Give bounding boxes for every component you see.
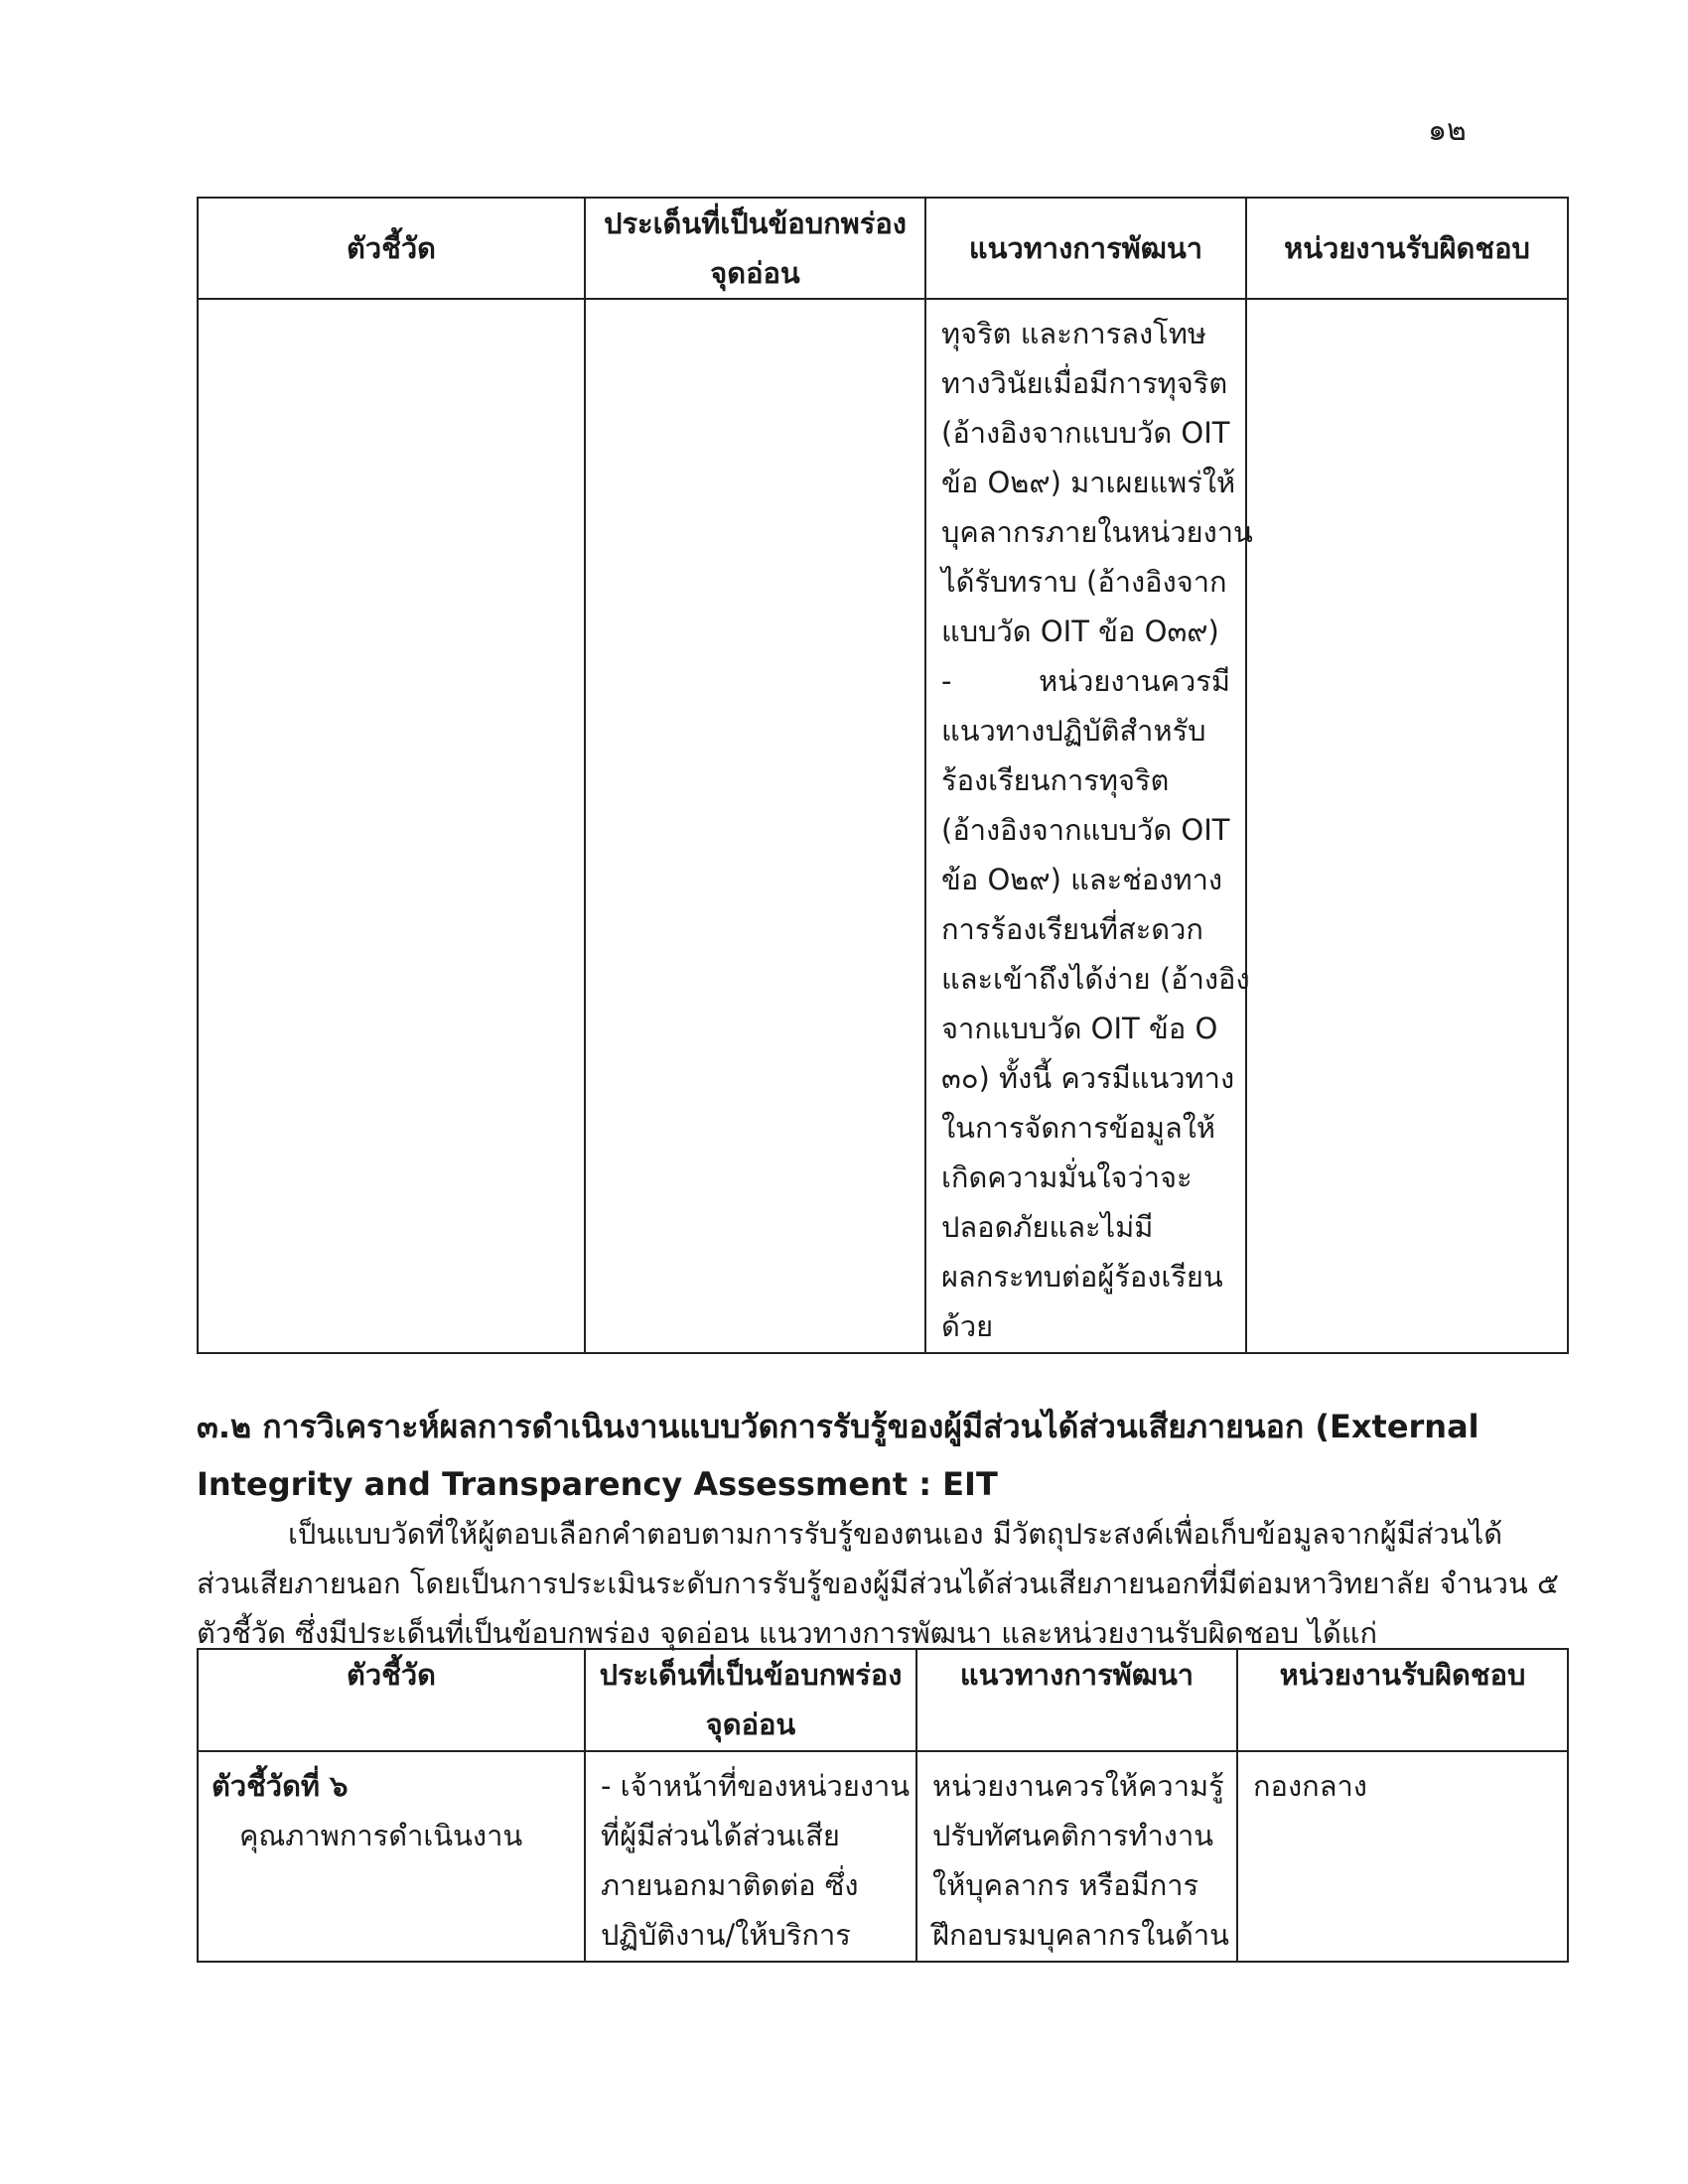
header-responsible: หน่วยงานรับผิดชอบ xyxy=(1246,198,1568,299)
text-line: ปรับทัศนคติการทำงาน xyxy=(932,1819,1214,1852)
indicator-table-continued xyxy=(197,197,1569,1354)
table-row xyxy=(198,1751,1568,1962)
header-issue-line2: จุดอ่อน xyxy=(705,1707,796,1741)
text-line: ข้อ O๒๙) มาเผยแพร่ให้ xyxy=(941,466,1236,499)
section-heading-line2: Integrity and Transparency Assessment : EIT xyxy=(197,1465,998,1503)
text-line: ทุจริต และการลงโทษ xyxy=(941,317,1206,350)
development-text xyxy=(918,1753,1235,1960)
paragraph-line: ตัวชี้วัด ซึ่งมีประเด็นที่เป็นข้อบกพร่อง จุดอ่อน แนวทางการพัฒนา และหน่วยงานรับผิดชอบ ได้แก่ xyxy=(197,1616,1378,1650)
text-line: - หน่วยงานควรมี xyxy=(941,664,1230,698)
header-responsible: หน่วยงานรับผิดชอบ xyxy=(1237,1649,1568,1751)
issue-cell xyxy=(585,299,925,1353)
responsible-cell xyxy=(1237,1751,1568,1962)
development-text xyxy=(927,301,1253,1351)
section-heading xyxy=(197,1398,1567,1513)
development-cell xyxy=(916,1751,1237,1962)
eit-indicator-table xyxy=(197,1648,1569,1963)
indicator-cell xyxy=(198,299,585,1353)
page-number: ๑๒ xyxy=(1428,113,1467,148)
header-development: แนวทางการพัฒนา xyxy=(925,198,1246,299)
text-line: (อ้างอิงจากแบบวัด OIT xyxy=(941,416,1230,450)
text-line: ให้บุคลากร หรือมีการ xyxy=(932,1868,1199,1902)
text-line: ฝึกอบรมบุคลากรในด้าน xyxy=(932,1918,1229,1952)
text-line: หน่วยงานควรให้ความรู้ xyxy=(932,1769,1224,1803)
issue-cell xyxy=(585,1751,916,1962)
development-cell xyxy=(925,299,1253,1353)
text-line: แนวทางปฏิบัติสำหรับ xyxy=(941,714,1206,748)
section-heading-line1: ๓.๒ การวิเคราะห์ผลการดำเนินงานแบบวัดการรับรู้ของผู้มีส่วนได้ส่วนเสียภายนอก (External xyxy=(197,1408,1479,1445)
text-line: บุคลากรภายในหน่วยงาน xyxy=(941,515,1253,549)
header-development: แนวทางการพัฒนา xyxy=(916,1649,1237,1751)
header-issue-line1: ประเด็นที่เป็นข้อบกพร่อง xyxy=(604,206,907,240)
text-line: ปฏิบัติงาน/ให้บริการ xyxy=(601,1918,851,1952)
table-row xyxy=(198,299,1568,1353)
header-issue-line1: ประเด็นที่เป็นข้อบกพร่อง xyxy=(599,1658,903,1692)
header-issue-line2: จุดอ่อน xyxy=(710,256,800,290)
header-indicator: ตัวชี้วัด xyxy=(198,198,585,299)
text-line: ๓๐) ทั้งนี้ ควรมีแนวทาง xyxy=(941,1061,1235,1095)
responsible-cell xyxy=(1246,299,1568,1353)
table-header-row xyxy=(198,198,1568,299)
text-line: ผลกระทบต่อผู้ร้องเรียน xyxy=(941,1260,1223,1294)
paragraph-line: เป็นแบบวัดที่ให้ผู้ตอบเลือกคำตอบตามการรับรู้ของตนเอง มีวัตถุประสงค์เพื่อเก็บข้อมูลจากผู้มีส่วนได้ xyxy=(288,1517,1503,1551)
text-line: แบบวัด OIT ข้อ O๓๙) xyxy=(941,614,1219,648)
text-line: ด้วย xyxy=(941,1309,994,1343)
indicator-cell xyxy=(198,1751,585,1962)
section-paragraph xyxy=(197,1509,1567,1658)
text-line: เกิดความมั่นใจว่าจะ xyxy=(941,1160,1193,1194)
text-line: การร้องเรียนที่สะดวก xyxy=(941,912,1203,946)
text-line: ภายนอกมาติดต่อ ซึ่ง xyxy=(601,1868,859,1902)
text-line: (อ้างอิงจากแบบวัด OIT xyxy=(941,813,1230,847)
paragraph-line: ส่วนเสียภายนอก โดยเป็นการประเมินระดับการรับรู้ของผู้มีส่วนได้ส่วนเสียภายนอกที่มีต่อมหาวิทยาลัย จำนวน ๕ xyxy=(197,1567,1559,1600)
indicator-name: คุณภาพการดำเนินงาน xyxy=(239,1819,523,1852)
text-line: - เจ้าหน้าที่ของหน่วยงาน xyxy=(601,1769,911,1803)
text-line: ปลอดภัยและไม่มี xyxy=(941,1210,1154,1244)
text-line: ได้รับทราบ (อ้างอิงจาก xyxy=(941,565,1227,599)
text-line: ในการจัดการข้อมูลให้ xyxy=(941,1111,1216,1145)
table-header-row xyxy=(198,1649,1568,1751)
indicator-title: ตัวชี้วัดที่ ๖ xyxy=(211,1769,349,1803)
responsible-unit: กองกลาง xyxy=(1253,1769,1367,1803)
text-line: จากแบบวัด OIT ข้อ O xyxy=(941,1012,1218,1045)
text-line: ร้องเรียนการทุจริต xyxy=(941,763,1170,797)
header-issue xyxy=(585,198,925,299)
header-indicator: ตัวชี้วัด xyxy=(198,1649,585,1751)
text-line: ทางวินัยเมื่อมีการทุจริต xyxy=(941,366,1228,400)
header-issue xyxy=(585,1649,916,1751)
text-line: และเข้าถึงได้ง่าย (อ้างอิง xyxy=(941,962,1250,996)
text-line: ข้อ O๒๙) และช่องทาง xyxy=(941,863,1223,896)
text-line: ที่ผู้มีส่วนได้ส่วนเสีย xyxy=(601,1819,840,1852)
issue-text xyxy=(587,1753,914,1960)
